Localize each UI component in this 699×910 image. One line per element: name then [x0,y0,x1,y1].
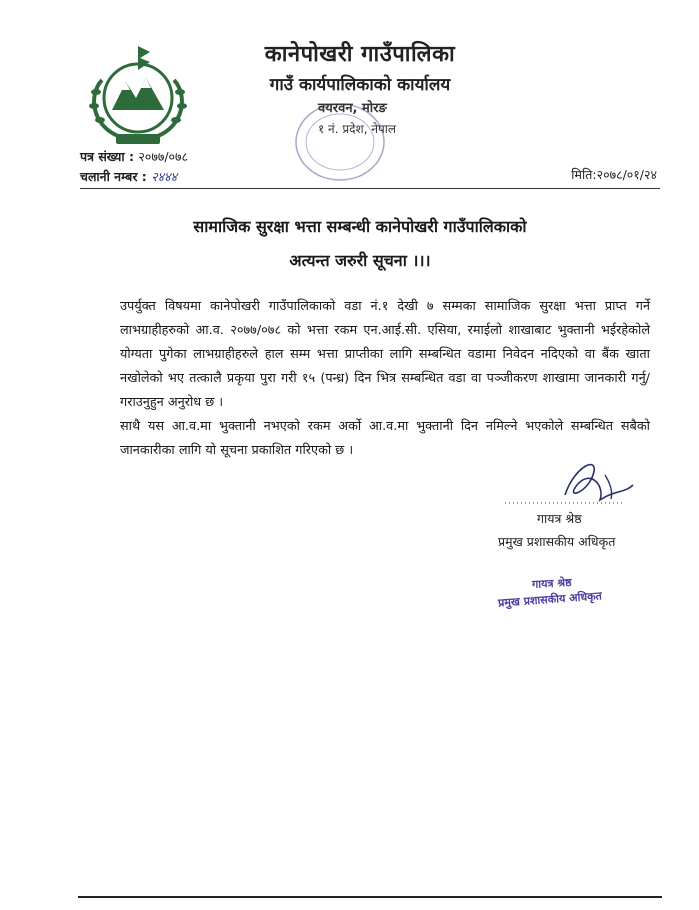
subject-line-2: अत्यन्त जरुरी सूचना ।।। [289,251,431,270]
municipality-logo [78,40,198,150]
signatory-name: गायत्र श्रेष्ठ [537,511,582,526]
letterhead [210,38,510,95]
handwritten-signature [505,455,645,515]
office-province: १ नं. प्रदेश, नेपाल [318,122,397,136]
dispatch-number-value: २४४४ [151,169,178,184]
notice-body [120,295,650,463]
office-address: वयरवन, मोरङ [318,101,387,116]
signatory-title: प्रमुख प्रशासकीय अधिकृत [498,534,616,549]
body-paragraph-2: साथै यस आ.व.मा भुक्तानी नभएको रकम अर्को आ.व.मा भुक्तानी दिन नमिल्ने भएकोले सम्बन्धित सबैको जानकारीका लागि यो सूचना प्रकाशित गरिएको छ । [120,419,650,458]
org-name: कानेपोखरी गाउँपालिका [264,42,456,67]
letter-number [80,148,188,165]
letter-number-value: २०७७/०७८ [138,149,189,164]
footer-rule [78,896,662,898]
body-paragraph-1: उपर्युक्त विषयमा कानेपोखरी गाउँपालिकाको वडा नं.१ देखी ७ सम्मका सामाजिक सुरक्षा भत्ता प्राप्त गर्ने लाभग्राहीहरुको आ.व. २०७७/०७८ को भत्ता रकम एन.आई.सी. एसिया, रमाईलो शाखाबाट भुक्तानी भईरहेकोले योग्यता पुगेका लाभग्राहीहरुले हाल सम्म भत्ता प्राप्तीका लागि सम्बन्धित वडामा निवेदन नदिएको वा बैंक खाता नखोलेको भए तत्कालै प्रकृया पुरा गरी १५ (पन्ध्र) दिन भित्र सम्बन्धित वडा वा पञ्जीकरण शाखामा जानकारी गर्नु/गराउनुहुन अनुरोध छ । [120,299,650,410]
subject-line-1: सामाजिक सुरक्षा भत्ता सम्बन्धी कानेपोखरी गाउँपालिकाको [193,217,527,236]
dispatch-number [80,168,177,185]
stamp-name: गायत्र श्रेष्ठ [531,575,572,592]
header-divider [80,188,660,189]
letter-number-label: पत्र संख्या : [80,149,134,164]
dispatch-number-label: चलानी नम्बर : [80,169,147,184]
office-name: गाउँ कार्यपालिकाको कार्यालय [269,75,451,95]
notice-subject [120,210,600,278]
letter-date: मिति:२०७८/०१/२४ [571,167,657,182]
stamp-title: प्रमुख प्रशासकीय अधिकृत [497,589,603,610]
